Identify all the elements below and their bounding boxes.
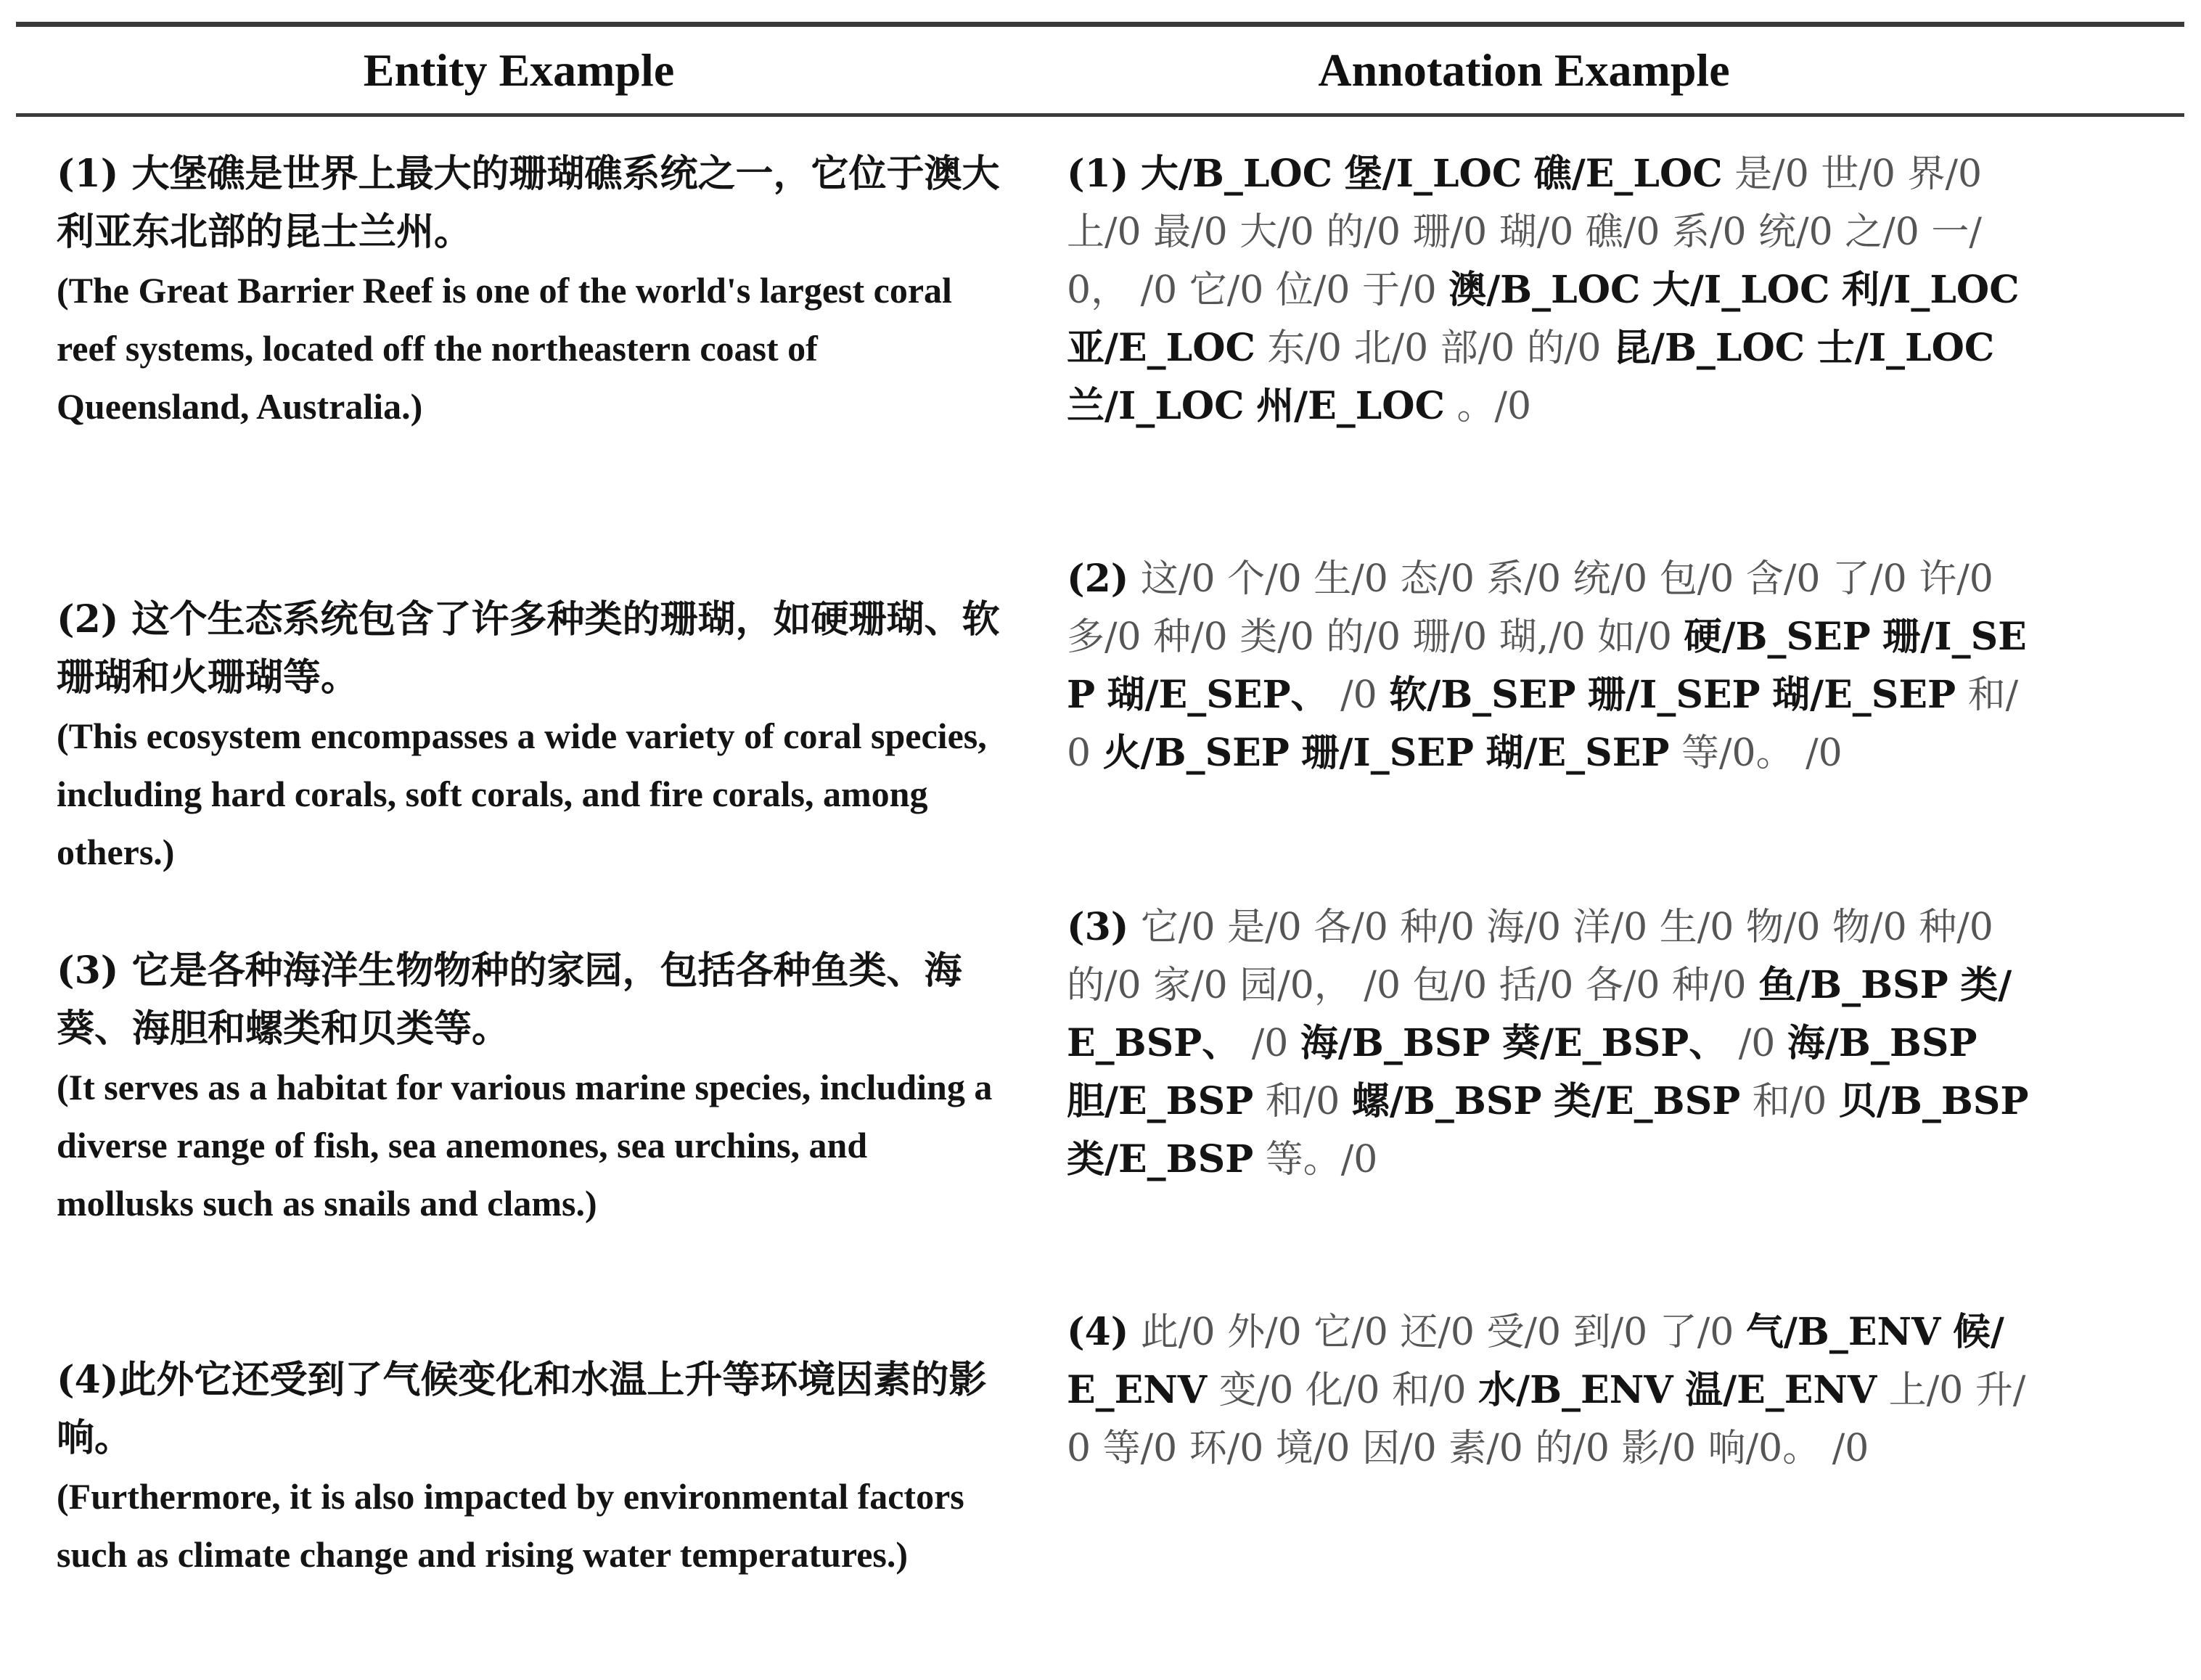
entity-token: 堡/I_LOC <box>1344 152 1522 196</box>
entity-token: 海/B_BSP <box>1787 1021 1977 1065</box>
annotation-example-4 <box>1067 1303 2032 1478</box>
token: 生/0 <box>1659 906 1734 949</box>
token: 它/0 <box>1189 269 1264 312</box>
annotation-number: (4) <box>1067 1310 1129 1354</box>
entity-token: 珊/I_SEP <box>1301 731 1474 775</box>
token: 瑚,/0 <box>1499 615 1586 659</box>
entity-token: 瑚/E_SEP、 <box>1107 673 1329 717</box>
token: 物/0 <box>1745 906 1821 949</box>
entity-english-translation: (The Great Barrier Reef is one of the world's largest coral reef systems, located off the northeastern coast of Queensland, Australia.) <box>57 270 952 427</box>
token: 到/0 <box>1573 1311 1648 1354</box>
token: 生/0 <box>1313 557 1388 601</box>
token: 它/0 <box>1313 1311 1388 1354</box>
entity-token: 鱼/B_BSP <box>1758 963 1948 1007</box>
token: 种/0 <box>1400 906 1475 949</box>
token: 瑚/0 <box>1499 210 1574 254</box>
token: 影/0 <box>1621 1427 1697 1470</box>
token: 和/0 <box>1067 673 2019 775</box>
token: 于/0 <box>1362 269 1437 312</box>
token: 等。/0 <box>1265 1138 1378 1181</box>
token: 类/0 <box>1239 615 1314 659</box>
token: 。/0 <box>1456 385 1532 428</box>
entity-english-translation: (This ecosystem encompasses a wide variety of coral species, including hard corals, soft corals, and fire corals, among others.) <box>57 716 987 872</box>
token: 和/0 <box>1265 1080 1340 1123</box>
entity-token: 兰/I_LOC <box>1067 384 1245 428</box>
entity-token: 葵/E_BSP、 <box>1502 1021 1727 1065</box>
token: 是/0 <box>1734 152 1809 196</box>
token: 的/0 <box>1326 210 1401 254</box>
entity-chinese-text: 此外它还受到了气候变化和水温上升等环境因素的影响。 <box>57 1358 987 1460</box>
entity-token: 澳/B_LOC <box>1448 268 1641 312</box>
entity-token: 气/B_ENV <box>1745 1310 1941 1354</box>
entity-token: 海/B_BSP <box>1300 1021 1491 1065</box>
token: 世/0 <box>1821 152 1895 196</box>
token: 珊/0 <box>1412 210 1488 254</box>
annotation-number: (1) <box>1067 152 1129 196</box>
token: 个/0 <box>1227 557 1302 601</box>
entity-token: 礁/E_LOC <box>1533 152 1723 196</box>
token: 北/0 <box>1353 327 1429 370</box>
entity-token: 胆/E_BSP <box>1067 1079 1254 1123</box>
token: 统/0 <box>1758 210 1833 254</box>
token: 是/0 <box>1227 906 1302 949</box>
token: 部/0 <box>1440 327 1515 370</box>
table-top-rule <box>16 22 2184 27</box>
entity-number: (4) <box>57 1358 119 1402</box>
annotation-example-1 <box>1067 145 2032 550</box>
token: 各/0 <box>1313 906 1388 949</box>
entity-token: 硬/B_SEP <box>1684 615 1871 659</box>
token: 和/0 <box>1752 1080 1827 1123</box>
token: 最/0 <box>1153 210 1228 254</box>
entity-chinese-text: 大堡礁是世界上最大的珊瑚礁系统之一，它位于澳大利亚东北部的昆士兰州。 <box>57 152 1000 254</box>
token: 变/0 <box>1218 1369 1294 1412</box>
entity-token: 瑚/E_SEP <box>1772 673 1956 717</box>
entity-token: 类/E_BSP、 <box>1067 963 2012 1065</box>
token: /0 <box>1140 269 1178 312</box>
entity-number: (2) <box>57 597 119 642</box>
token: 响/0。 <box>1708 1427 1821 1470</box>
token: /0 <box>1364 964 1401 1007</box>
token: 各/0 <box>1585 964 1660 1007</box>
token: /0 <box>1251 1022 1289 1065</box>
token: 括/0 <box>1499 964 1574 1007</box>
token: 还/0 <box>1400 1311 1475 1354</box>
token: 等/0。 <box>1681 732 1794 775</box>
entity-example-1 <box>57 145 1000 591</box>
entity-number: (3) <box>57 948 119 993</box>
token: 因/0 <box>1362 1427 1437 1470</box>
token: 统/0 <box>1573 557 1648 601</box>
entity-token: 珊/I_SEP <box>1588 673 1761 717</box>
entity-token: 州/E_LOC <box>1256 384 1445 428</box>
token: 这/0 <box>1140 557 1216 601</box>
entity-token: 类/E_BSP <box>1554 1079 1741 1123</box>
entity-token: 火/B_SEP <box>1102 731 1290 775</box>
token: 种/0 <box>1919 906 1993 949</box>
token: 一/0， <box>1067 210 1982 312</box>
entity-token: 候/E_ENV <box>1067 1310 2004 1412</box>
annotation-example-2 <box>1067 550 2032 898</box>
token: 的/0 <box>1535 1427 1610 1470</box>
annotation-example-3 <box>1067 898 2032 1303</box>
token: 许/0 <box>1919 557 1993 601</box>
token: /0 <box>1340 673 1377 717</box>
annotation-number: (3) <box>1067 905 1129 949</box>
token: 环/0 <box>1189 1427 1264 1470</box>
token: 的/0 <box>1067 964 1142 1007</box>
token: 含/0 <box>1745 557 1821 601</box>
entity-token: 软/B_SEP <box>1389 673 1576 717</box>
token: 此/0 <box>1140 1311 1216 1354</box>
token: 种/0 <box>1671 964 1747 1007</box>
entity-example-3 <box>57 942 1000 1351</box>
token: 境/0 <box>1275 1427 1350 1470</box>
annotation-column-header: Annotation Example <box>1318 44 1730 96</box>
entity-token: 大/I_LOC <box>1652 268 1830 312</box>
token: 园/0， <box>1239 964 1352 1007</box>
token: 之/0 <box>1845 210 1919 254</box>
token: 家/0 <box>1153 964 1228 1007</box>
token: 的/0 <box>1526 327 1602 370</box>
token: /0 <box>1738 1022 1776 1065</box>
token: 物/0 <box>1832 906 1907 949</box>
entity-token: 珊/I_SEP <box>1067 615 2027 717</box>
entity-token: 亚/E_LOC <box>1067 326 1255 370</box>
token: 上/0 <box>1888 1369 1964 1412</box>
token: 外/0 <box>1227 1311 1302 1354</box>
token: 等/0 <box>1102 1427 1178 1470</box>
entity-token: 瑚/E_SEP <box>1485 731 1670 775</box>
token: /0 <box>1806 732 1843 775</box>
token: 系/0 <box>1671 210 1747 254</box>
entity-chinese-text: 它是各种海洋生物物种的家园，包括各种鱼类、海葵、海胆和螺类和贝类等。 <box>57 948 962 1051</box>
token: 系/0 <box>1486 557 1562 601</box>
entity-english-translation: (It serves as a habitat for various marine species, including a diverse range of fish, sea anemones, sea urchins, and mollusks such as snails and clams.) <box>57 1067 993 1224</box>
token: 大/0 <box>1239 210 1314 254</box>
entity-column <box>57 145 1000 1583</box>
token: 和/0 <box>1391 1369 1467 1412</box>
token: 的/0 <box>1326 615 1401 659</box>
token: 包/0 <box>1412 964 1488 1007</box>
entity-token: 大/B_LOC <box>1140 152 1333 196</box>
token: 了/0 <box>1659 1311 1734 1354</box>
entity-token: 类/E_BSP <box>1067 1137 1254 1181</box>
token: 东/0 <box>1267 327 1343 370</box>
token: 素/0 <box>1448 1427 1523 1470</box>
entity-token: 温/E_ENV <box>1685 1368 1877 1412</box>
token: 态/0 <box>1400 557 1475 601</box>
token: /0 <box>1832 1427 1869 1470</box>
annotation-column <box>1067 145 2032 1478</box>
token: 了/0 <box>1832 557 1907 601</box>
entity-example-2 <box>57 591 1000 942</box>
entity-column-header: Entity Example <box>363 44 675 96</box>
token: 包/0 <box>1659 557 1734 601</box>
entity-example-4 <box>57 1351 1000 1583</box>
token: 化/0 <box>1305 1369 1380 1412</box>
token: 如/0 <box>1597 615 1672 659</box>
entity-token: 士/I_LOC <box>1816 326 1995 370</box>
token: 种/0 <box>1153 615 1228 659</box>
token: 多/0 <box>1067 615 1142 659</box>
entity-token: 昆/B_LOC <box>1612 326 1806 370</box>
entity-token: 贝/B_BSP <box>1838 1079 2029 1123</box>
token: 它/0 <box>1140 906 1216 949</box>
entity-chinese-text: 这个生态系统包含了许多种类的珊瑚，如硬珊瑚、软珊瑚和火珊瑚等。 <box>57 597 1000 700</box>
token: 位/0 <box>1275 269 1350 312</box>
token: 洋/0 <box>1573 906 1648 949</box>
token: 海/0 <box>1486 906 1562 949</box>
token: 珊/0 <box>1412 615 1488 659</box>
entity-number: (1) <box>57 152 119 196</box>
token: 升/0 <box>1067 1369 2026 1470</box>
entity-token: 利/I_LOC <box>1842 268 2020 312</box>
table-header-rule <box>16 113 2184 117</box>
token: 上/0 <box>1067 210 1142 254</box>
entity-token: 螺/B_BSP <box>1351 1079 1542 1123</box>
entity-english-translation: (Furthermore, it is also impacted by environmental factors such as climate change and rising water temperatures.) <box>57 1476 964 1575</box>
token: 受/0 <box>1486 1311 1562 1354</box>
token: 礁/0 <box>1585 210 1660 254</box>
annotation-number: (2) <box>1067 557 1129 601</box>
entity-token: 水/B_ENV <box>1478 1368 1673 1412</box>
token: 界/0 <box>1907 152 1983 196</box>
